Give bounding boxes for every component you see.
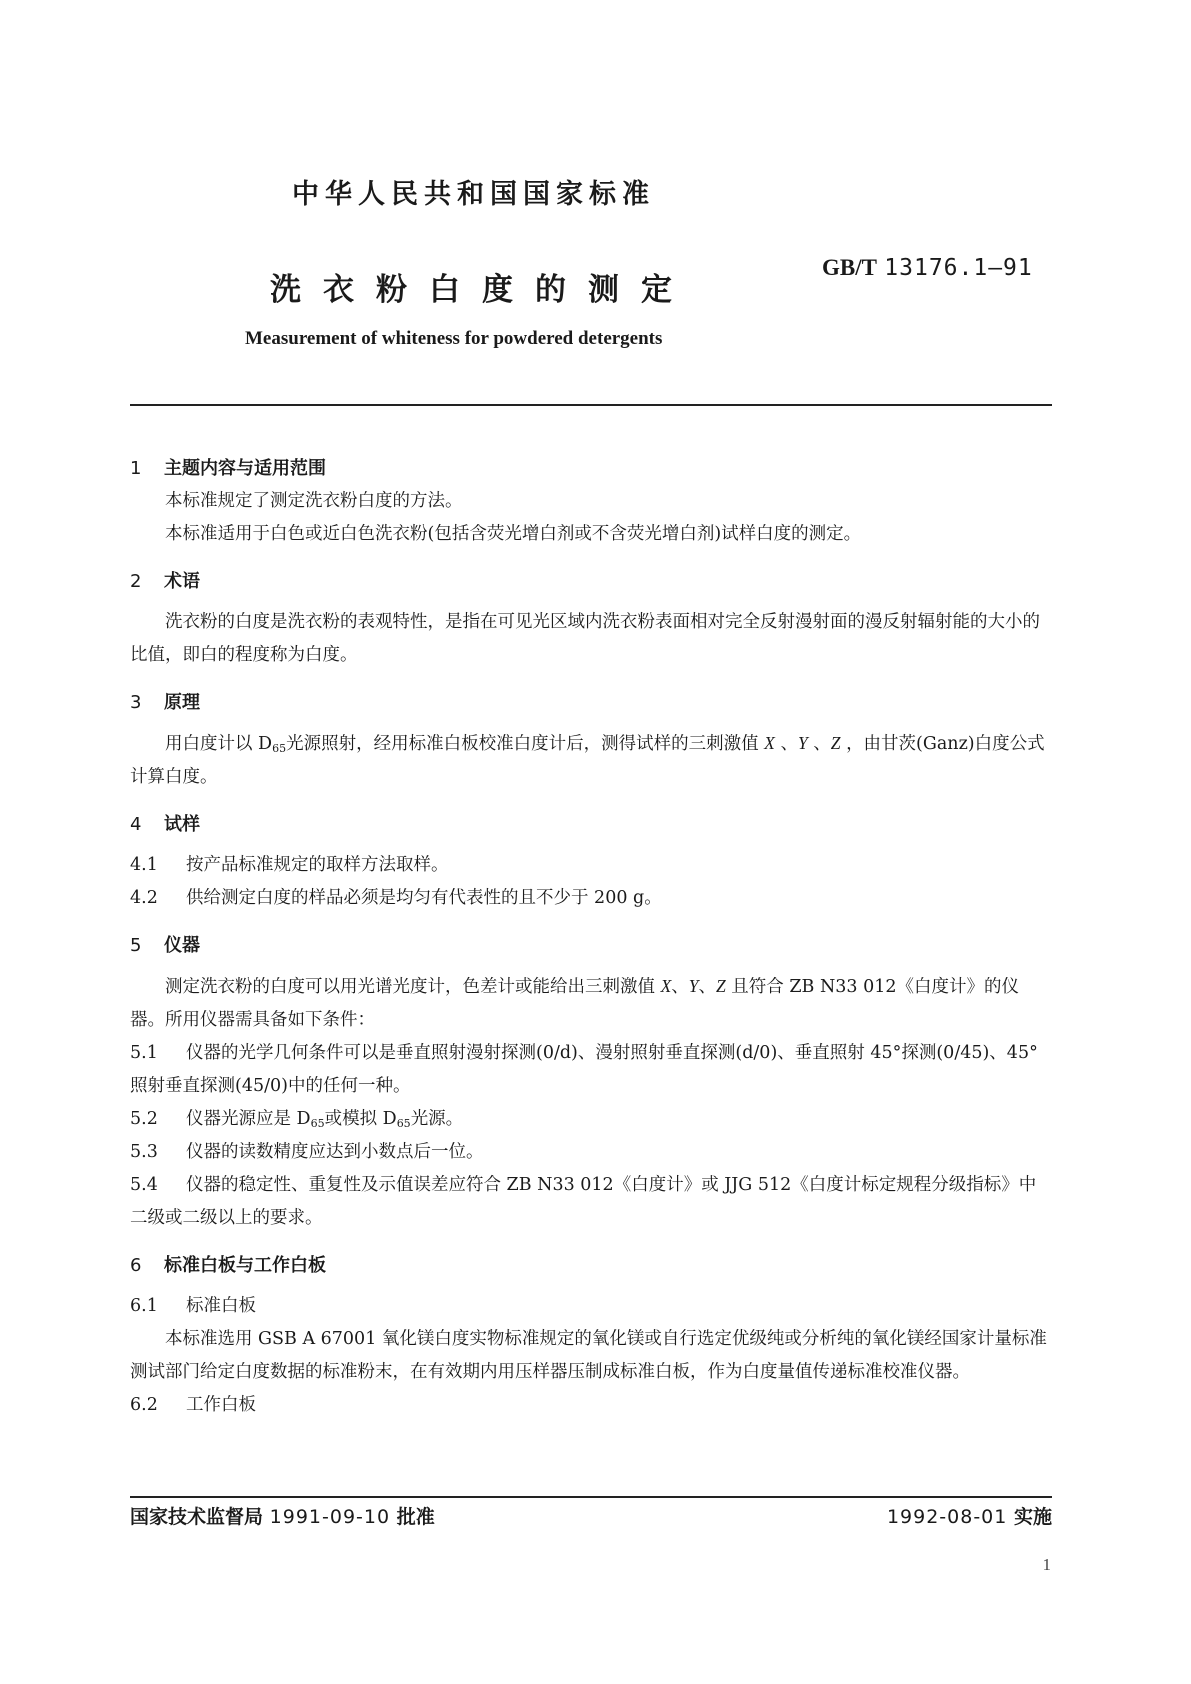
- section-2-heading: [130, 565, 1052, 598]
- clause-4-2: 4.2 供给测定白度的样品必须是均匀有代表性的且不少于 200 g。: [130, 888, 662, 908]
- section-number: 6: [130, 1255, 142, 1276]
- var-z: Z: [830, 733, 841, 753]
- national-standard-heading: 中华人民共和国国家标准: [292, 179, 655, 210]
- section-title: 术语: [164, 571, 200, 592]
- top-divider: [130, 404, 1052, 406]
- var-x: X: [764, 733, 775, 753]
- section-title: 主题内容与适用范围: [164, 458, 326, 479]
- approval-line: [130, 1502, 435, 1529]
- standard-code: [822, 255, 1033, 281]
- section-number: 1: [130, 458, 142, 479]
- section-title: 标准白板与工作白板: [164, 1255, 326, 1276]
- section-3-heading: [130, 686, 1052, 719]
- document-body: [130, 452, 1052, 1422]
- section-1-paragraph-1: 本标准规定了测定洗衣粉白度的方法。: [165, 491, 463, 511]
- section-2-paragraph-1: 洗衣粉的白度是洗衣粉的表观特性，是指在可见光区域内洗衣粉表面相对完全反射漫射面的漫反射辐射能的大小的比值，即白的程度称为白度。: [130, 612, 1040, 665]
- approver: 国家技术监督局: [130, 1506, 264, 1528]
- effective-line: [887, 1502, 1052, 1529]
- clause-5-3: 5.3 仪器的读数精度应达到小数点后一位。: [130, 1142, 484, 1162]
- clause-5-4: 5.4 仪器的稳定性、重复性及示值误差应符合 ZB N33 012《白度计》或 JJG 512《白度计标定规程分级指标》中二级或二级以上的要求。: [130, 1175, 1037, 1228]
- section-3-paragraph-1: 用白度计以 $D_{65}$光源照射，经用标准白板校准白度计后，测得试样的三刺激值 X 、Y 、Z ，由甘茨(Ganz)白度公式计算白度。: [130, 733, 1045, 787]
- clause-5-1: 5.1 仪器的光学几何条件可以是垂直照射漫射探测(0/d)、漫射照射垂直探测(d/0)、垂直照射 45°探测(0/45)、45°照射垂直探测(45/0)中的任何一种。: [130, 1043, 1038, 1096]
- section-5-paragraph-1: 测定洗衣粉的白度可以用光谱光度计，色差计或能给出三刺激值 X、Y、Z 且符合 ZB N33 012《白度计》的仪器。所用仪器需具备如下条件：: [130, 976, 1019, 1030]
- approve-date: 1991-09-10: [269, 1506, 391, 1528]
- section-number: 5: [130, 935, 142, 956]
- section-title: 原理: [164, 692, 200, 713]
- english-title: Measurement of whiteness for powdered detergents: [245, 328, 663, 349]
- section-title: 试样: [164, 814, 200, 835]
- subscript-65: 65: [272, 742, 287, 755]
- section-6-paragraph-1: 本标准选用 GSB A 67001 氧化镁白度实物标准规定的氧化镁或自行选定优级纯或分析纯的氧化镁经国家计量标准测试部门给定白度数据的标准粉末，在有效期内用压样器压制成标准白板，作为白度量值传递标准校准仪器。: [130, 1329, 1047, 1382]
- section-number: 3: [130, 692, 142, 713]
- standard-code-number: 13176.1—91: [884, 255, 1033, 281]
- section-title: 仪器: [164, 935, 200, 956]
- section-number: 4: [130, 814, 142, 835]
- clause-6-1: 6.1 标准白板: [130, 1296, 256, 1316]
- section-1-paragraph-2: 本标准适用于白色或近白色洗衣粉(包括含荧光增白剂或不含荧光增白剂)试样白度的测定。: [165, 524, 862, 544]
- effective-label: 实施: [1013, 1506, 1052, 1528]
- section-1-heading: [130, 452, 1052, 485]
- effective-date: 1992-08-01: [886, 1506, 1008, 1528]
- clause-5-2: 5.2 仪器光源应是 $D_{65}$或模拟 $D_{65}$光源。: [130, 1109, 464, 1130]
- section-4-heading: [130, 808, 1052, 841]
- section-number: 2: [130, 571, 142, 592]
- section-5-heading: [130, 929, 1052, 962]
- clause-4-1: 4.1 按产品标准规定的取样方法取样。: [130, 855, 449, 875]
- bottom-divider: [130, 1496, 1052, 1498]
- standard-code-prefix: GB/T: [822, 255, 877, 280]
- var-y: Y: [797, 733, 808, 753]
- clause-6-2: 6.2 工作白板: [130, 1395, 256, 1415]
- section-6-heading: [130, 1249, 1052, 1282]
- document-title: 洗衣粉白度的测定: [270, 272, 694, 308]
- approve-label: 批准: [396, 1506, 435, 1528]
- page-number: 1: [1042, 1555, 1051, 1574]
